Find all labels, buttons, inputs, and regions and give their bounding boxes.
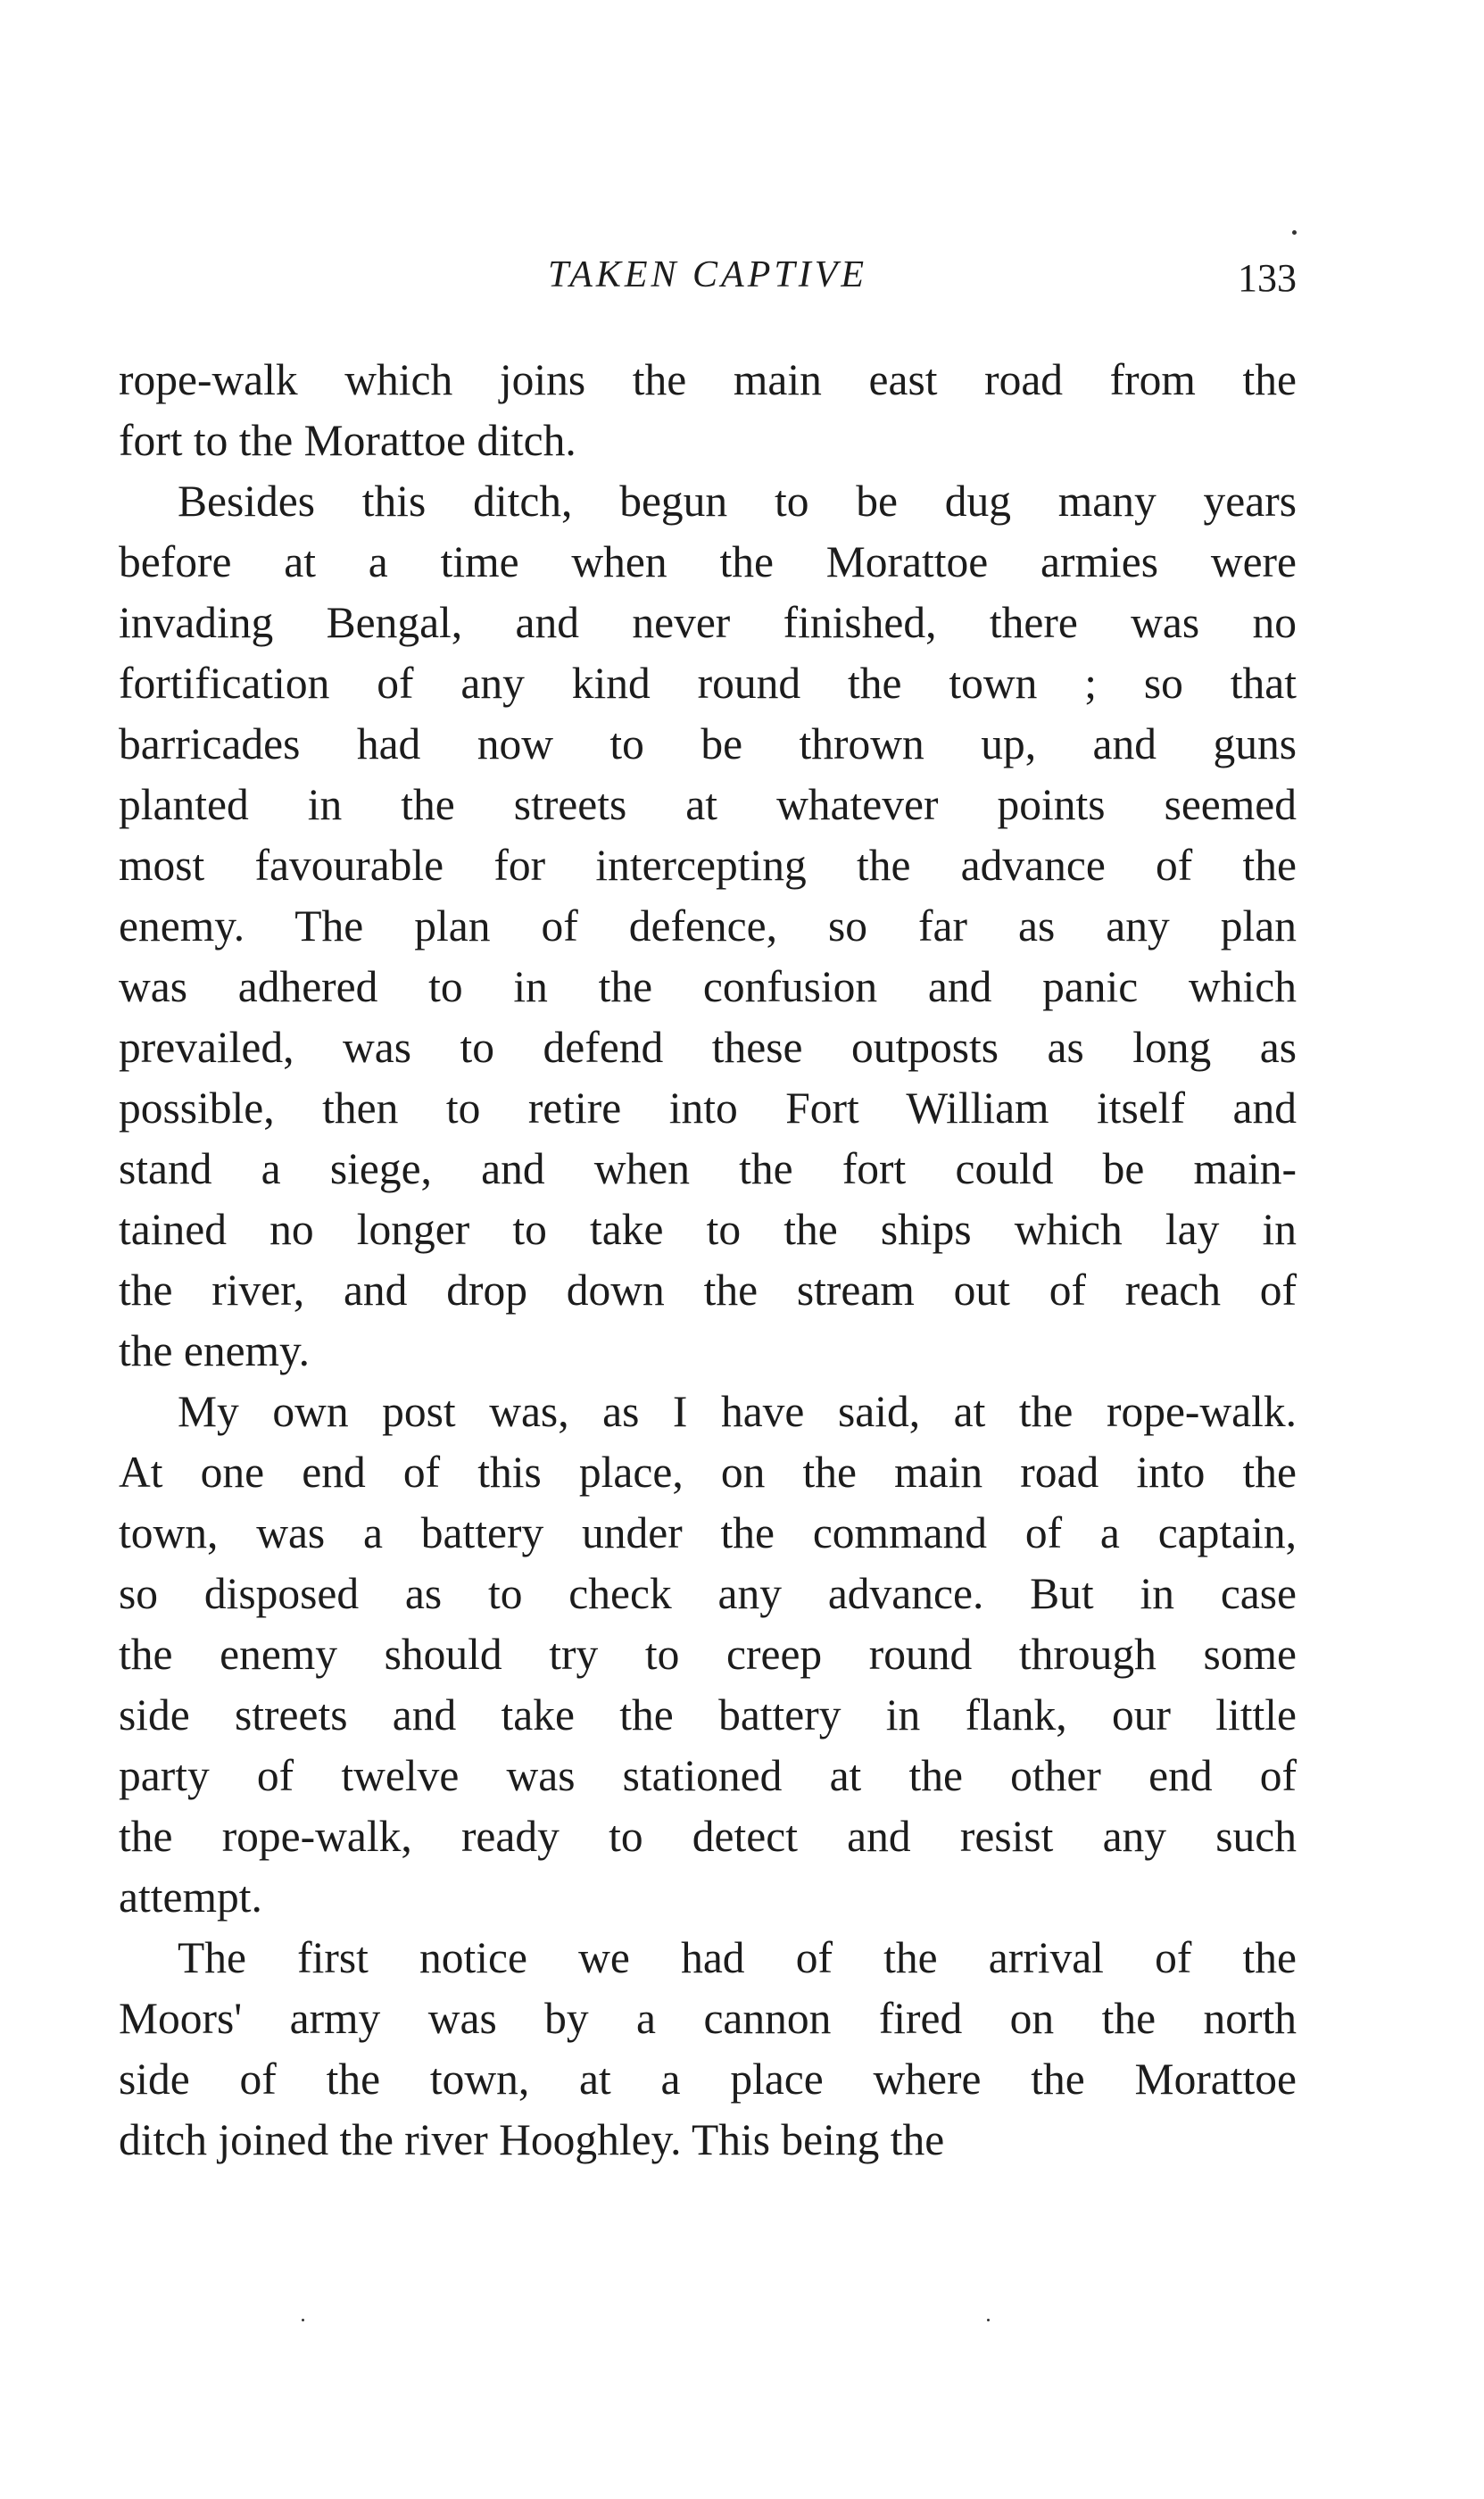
text-line: possible, then to retire into Fort William itself and bbox=[119, 1083, 1297, 1133]
text-line: The first notice we had of the arrival of the bbox=[178, 1933, 1297, 1982]
text-line: the river, and drop down the stream out of reach of bbox=[119, 1266, 1297, 1315]
text-line: Moors' army was by a cannon fired on the north bbox=[119, 1994, 1297, 2043]
text-line: most favourable for intercepting the advance of the bbox=[119, 841, 1297, 890]
text-line: side of the town, at a place where the Morattoe bbox=[119, 2055, 1297, 2104]
text-line: tained no longer to take to the ships which lay in bbox=[119, 1205, 1297, 1254]
page-number: 133 bbox=[1238, 256, 1297, 300]
text-line: Besides this ditch, begun to be dug many years bbox=[178, 477, 1297, 526]
text-line: rope-walk which joins the main east road from the bbox=[119, 355, 1297, 404]
text-line: My own post was, as I have said, at the rope-walk. bbox=[178, 1387, 1297, 1436]
paragraph bbox=[119, 1928, 1297, 2171]
paragraph bbox=[119, 471, 1297, 1382]
text-line: town, was a battery under the command of a captain, bbox=[119, 1508, 1297, 1557]
text-line: so disposed as to check any advance. But in case bbox=[119, 1569, 1297, 1618]
print-speck bbox=[302, 2319, 304, 2321]
text-line: the enemy. bbox=[119, 1326, 310, 1375]
print-speck bbox=[987, 2319, 990, 2321]
text-line: the rope-walk, ready to detect and resist any such bbox=[119, 1812, 1297, 1861]
text-line: the enemy should try to creep round through some bbox=[119, 1630, 1297, 1679]
running-title: TAKEN CAPTIVE bbox=[547, 254, 868, 295]
paragraph bbox=[119, 1382, 1297, 1928]
text-line: ditch joined the river Hooghley. This being the bbox=[119, 2115, 945, 2164]
text-line: party of twelve was stationed at the other end of bbox=[119, 1751, 1297, 1800]
text-line: invading Bengal, and never finished, there was no bbox=[119, 598, 1297, 647]
text-line: planted in the streets at whatever points seemed bbox=[119, 780, 1297, 829]
text-line: before at a time when the Morattoe armies were bbox=[119, 537, 1297, 586]
body-text bbox=[119, 350, 1297, 2171]
text-line: barricades had now to be thrown up, and guns bbox=[119, 719, 1297, 768]
text-line: was adhered to in the confusion and panic which bbox=[119, 962, 1297, 1011]
text-line: prevailed, was to defend these outposts as long as bbox=[119, 1023, 1297, 1072]
text-line: stand a siege, and when the fort could be main- bbox=[119, 1144, 1297, 1193]
print-speck bbox=[1292, 230, 1297, 235]
text-line: attempt. bbox=[119, 1872, 262, 1922]
text-line: enemy. The plan of defence, so far as any plan bbox=[119, 901, 1297, 951]
text-line: side streets and take the battery in flank, our little bbox=[119, 1690, 1297, 1739]
paragraph bbox=[119, 350, 1297, 471]
page-header bbox=[119, 248, 1297, 302]
text-line: At one end of this place, on the main road into the bbox=[119, 1448, 1297, 1497]
text-line: fortification of any kind round the town ; so that bbox=[119, 659, 1297, 708]
text-line: fort to the Morattoe ditch. bbox=[119, 416, 576, 465]
